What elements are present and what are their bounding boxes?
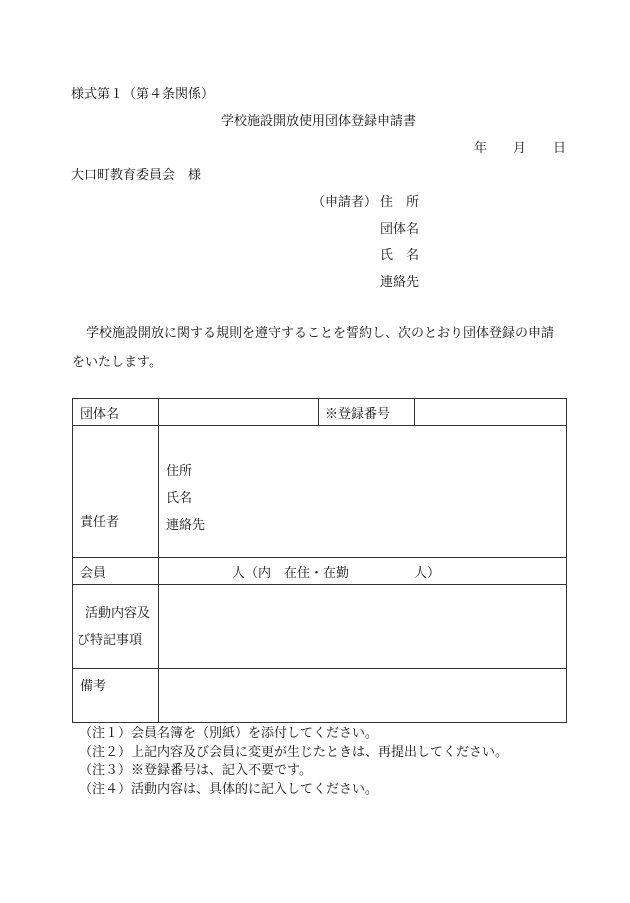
responsible-address-label: 住所 <box>166 464 193 479</box>
group-name-label: 団体名 <box>73 399 159 426</box>
members-count-text: 人（内 在住・在勤 人） <box>232 565 441 581</box>
document-title: 学校施設開放使用団体登録申請書 <box>221 114 417 129</box>
body-text-line2: をいたします。 <box>72 355 162 370</box>
registration-table <box>72 398 567 723</box>
notes <box>79 725 508 799</box>
note-4: （注４）活動内容は、具体的に記入してください。 <box>79 781 379 797</box>
date-month: 月 <box>513 141 527 156</box>
applicant-contact-label: 連絡先 <box>380 275 420 290</box>
body-text-line1: 学校施設開放に関する規則を遵守することを誓約し、次のとおり団体登録の申請 <box>86 326 555 341</box>
applicant-address-label: 住 所 <box>380 195 420 210</box>
addressee: 大口町教育委員会 様 <box>71 168 202 183</box>
registration-number-field[interactable] <box>415 399 567 426</box>
group-name-field[interactable] <box>159 399 319 426</box>
remarks-field[interactable] <box>159 669 567 723</box>
responsible-label: 責任者 <box>73 426 159 558</box>
activity-field[interactable] <box>159 585 567 669</box>
registration-number-label: ※登録番号 <box>319 399 415 426</box>
note-2: （注２）上記内容及び会員に変更が生じたときは、再提出してください。 <box>79 744 509 760</box>
applicant-group-label: 団体名 <box>380 222 420 237</box>
applicant-name-label: 氏 名 <box>380 248 420 263</box>
remarks-label: 備考 <box>73 669 159 723</box>
responsible-field[interactable] <box>159 426 567 558</box>
responsible-name-label: 氏名 <box>166 491 193 506</box>
form-number: 様式第１（第４条関係） <box>71 87 215 102</box>
date-day: 日 <box>553 141 567 156</box>
members-label: 会員 <box>73 558 159 585</box>
responsible-contact-label: 連絡先 <box>166 518 206 533</box>
applicant-label: （申請者） <box>312 195 378 210</box>
members-field[interactable] <box>159 558 567 585</box>
date-year: 年 <box>474 141 488 156</box>
note-3: （注３）※登録番号は、記入不要です。 <box>79 763 312 778</box>
activity-label: 活動内容及 び特記事項 <box>73 585 159 669</box>
note-1: （注１）会員名簿を（別紙）を添付してください。 <box>79 726 379 741</box>
